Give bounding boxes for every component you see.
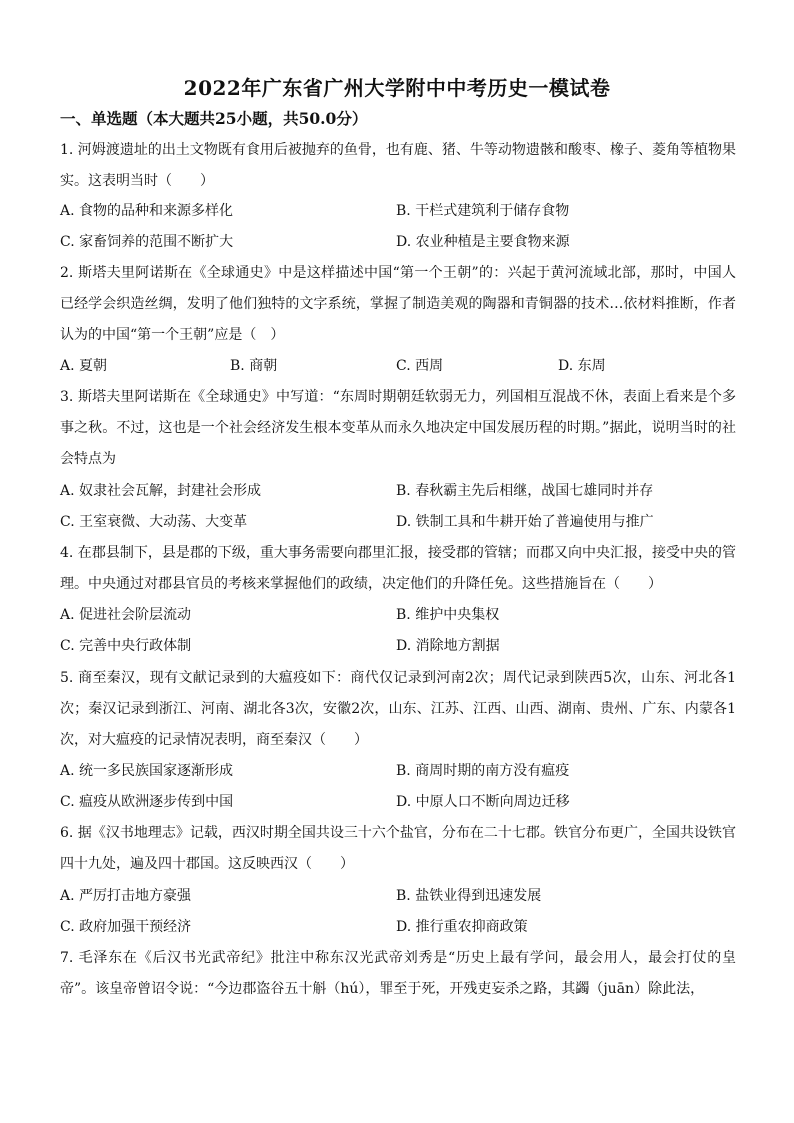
question-2-option-a[interactable]: A. 夏朝 (60, 358, 108, 374)
question-5-option-c[interactable]: C. 瘟疫从欧洲逐步传到中国 (60, 794, 234, 810)
question-6-options-row1 (60, 881, 736, 912)
section-heading: 一、单选题（本大题共25小题，共50.0分） (60, 109, 368, 128)
question-6-options-row2 (60, 912, 736, 943)
question-2-options (60, 351, 736, 382)
question-2-stem: 2. 斯塔夫里阿诺斯在《全球通史》中是这样描述中国“第一个王朝”的：兴起于黄河流域北部，那时，中国人已经学会织造丝绸，发明了他们独特的文字系统，掌握了制造美观的陶器和青铜器的技术…依材料推断，作者认为的中国“第一个王朝”应是（ ） (60, 265, 736, 343)
question-4-option-d[interactable]: D. 消除地方割据 (396, 638, 500, 654)
question-5-option-b[interactable]: B. 商周时期的南方没有瘟疫 (396, 763, 570, 779)
question-2-option-c[interactable]: C. 西周 (396, 358, 444, 374)
question-1-option-d[interactable]: D. 农业种植是主要食物来源 (396, 234, 570, 250)
question-1-option-b[interactable]: B. 干栏式建筑利于储存食物 (396, 203, 570, 219)
question-5-options-row2 (60, 787, 736, 818)
question-3-option-a[interactable]: A. 奴隶社会瓦解，封建社会形成 (60, 483, 262, 499)
question-3-options-row2 (60, 507, 736, 538)
question-1-options-row2 (60, 227, 736, 258)
question-1-stem: 1. 河姆渡遗址的出土文物既有食用后被抛弃的鱼骨，也有鹿、猪、牛等动物遗骸和酸枣、橡子、菱角等植物果实。这表明当时（ ） (60, 142, 736, 189)
question-4-option-b[interactable]: B. 维护中央集权 (396, 607, 500, 623)
question-5-option-d[interactable]: D. 中原人口不断向周边迁移 (396, 794, 570, 810)
question-6-stem: 6. 据《汉书地理志》记载，西汉时期全国共设三十六个盐官，分布在二十七郡。铁官分布更广，全国共设铁官四十九处，遍及四十郡国。这反映西汉（ ） (60, 825, 736, 872)
question-6-option-b[interactable]: B. 盐铁业得到迅速发展 (396, 888, 542, 904)
question-3-option-b[interactable]: B. 春秋霸主先后相继，战国七雄同时并存 (396, 483, 654, 499)
question-6-option-a[interactable]: A. 严厉打击地方豪强 (60, 888, 192, 904)
question-5-stem: 5. 商至秦汉，现有文献记录到的大瘟疫如下：商代仅记录到河南2次；周代记录到陕西5次，山东、河北各1次；秦汉记录到浙江、河南、湖北各3次，安徽2次，山东、江苏、江西、山西、湖南、贵州、广东、内蒙各1次，对大瘟疫的记录情况表明，商至秦汉（ ） (60, 670, 736, 748)
question-4-options-row2 (60, 631, 736, 662)
question-4-options-row1 (60, 600, 736, 631)
question-3-stem: 3. 斯塔夫里阿诺斯在《全球通史》中写道：“东周时期朝廷软弱无力，列国相互混战不休，表面上看来是个多事之秋。不过，这也是一个社会经济发生根本变革从而永久地决定中国发展历程的时期。”据此，说明当时的社会特点为 (60, 389, 736, 467)
question-6-option-c[interactable]: C. 政府加强干预经济 (60, 919, 192, 935)
question-3-option-d[interactable]: D. 铁制工具和牛耕开始了普遍使用与推广 (396, 514, 654, 530)
question-2-option-d[interactable]: D. 东周 (558, 358, 606, 374)
question-3-options-row1 (60, 476, 736, 507)
question-4-option-c[interactable]: C. 完善中央行政体制 (60, 638, 192, 654)
question-6-option-d[interactable]: D. 推行重农抑商政策 (396, 919, 528, 935)
question-2-option-b[interactable]: B. 商朝 (230, 358, 278, 374)
question-1-option-c[interactable]: C. 家畜饲养的范围不断扩大 (60, 234, 234, 250)
question-5-option-a[interactable]: A. 统一多民族国家逐渐形成 (60, 763, 234, 779)
question-1-options-row1 (60, 196, 736, 227)
question-1-option-a[interactable]: A. 食物的品种和来源多样化 (60, 203, 234, 219)
question-4-option-a[interactable]: A. 促进社会阶层流动 (60, 607, 192, 623)
question-3-option-c[interactable]: C. 王室衰微、大动荡、大变革 (60, 514, 248, 530)
question-5-options-row1 (60, 756, 736, 787)
question-4-stem: 4. 在郡县制下，县是郡的下级，重大事务需要向郡里汇报，接受郡的管辖；而郡又向中央汇报，接受中央的管理。中央通过对郡县官员的考核来掌握他们的政绩，决定他们的升降任免。这些措施旨在（ ） (60, 545, 736, 592)
page-title: 2022年广东省广州大学附中中考历史一模试卷 (183, 76, 611, 100)
question-7-stem: 7. 毛泽东在《后汉书光武帝纪》批注中称东汉光武帝刘秀是“历史上最有学问，最会用人，最会打仗的皇帝”。该皇帝曾诏令说：“今边郡盗谷五十斛（hú），罪至于死，开残吏妄杀之路，其蠲（juān）除此法， (60, 950, 736, 997)
